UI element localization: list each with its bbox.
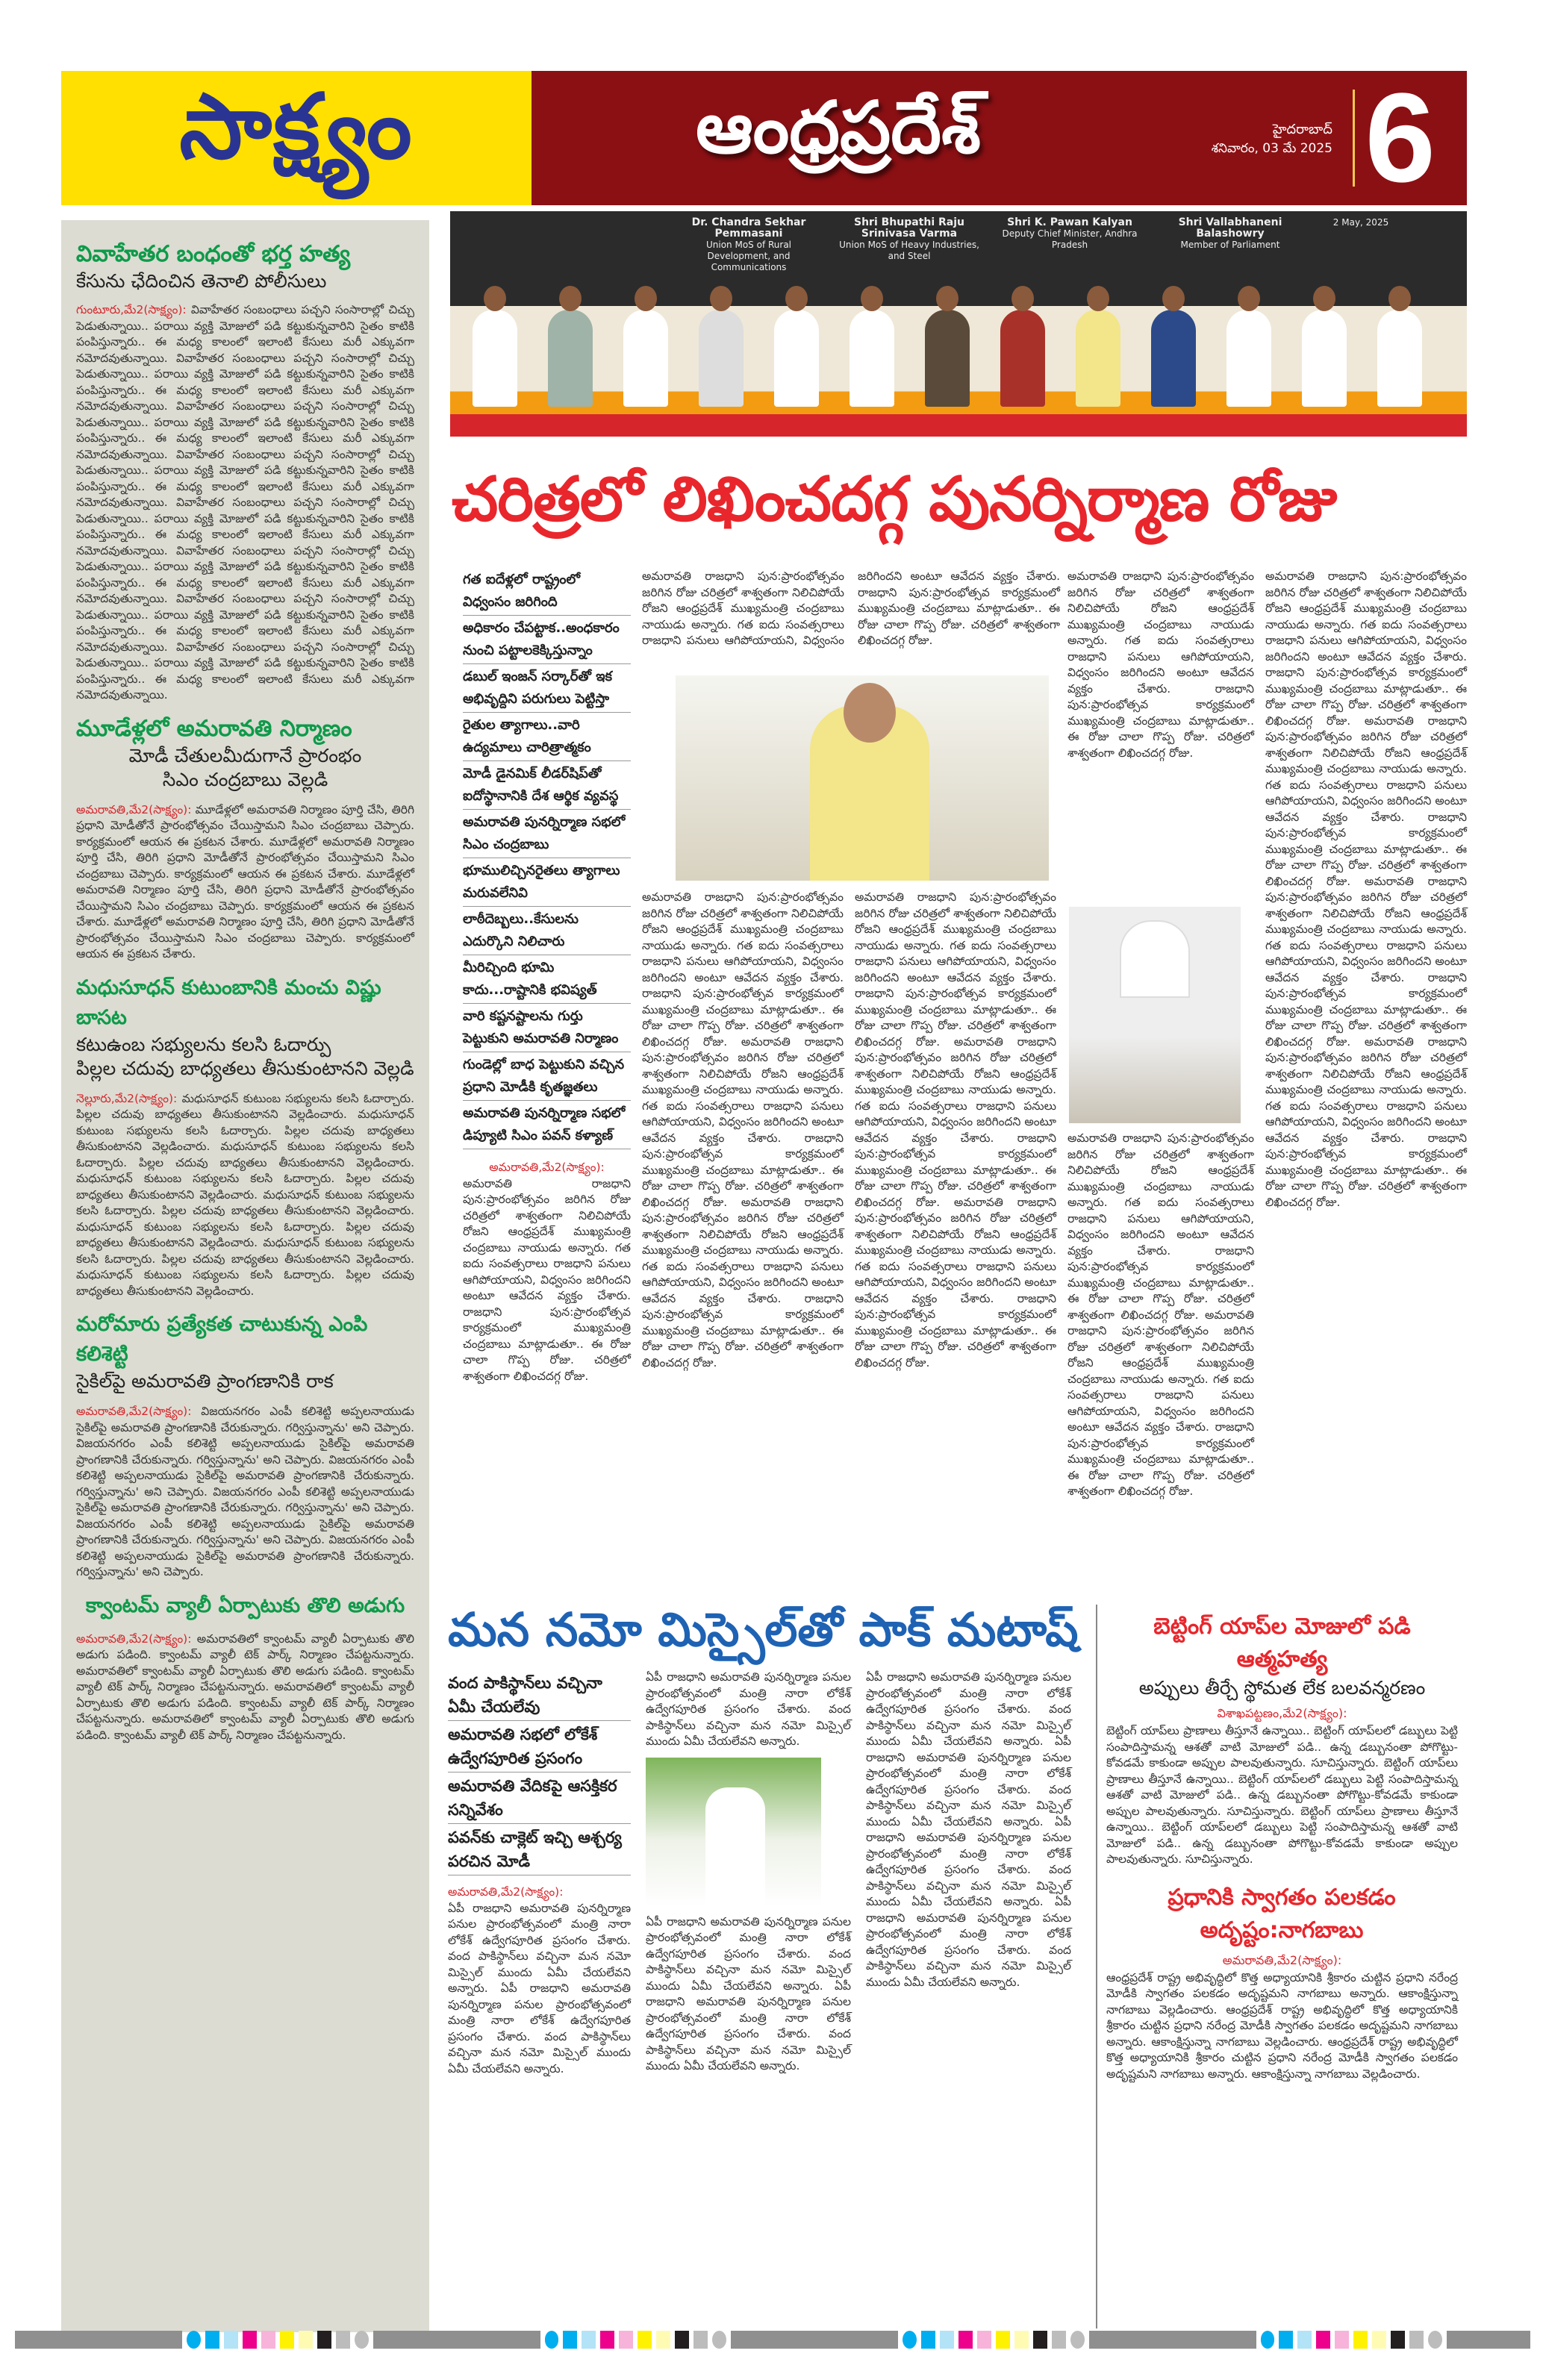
dignitary-figure xyxy=(623,310,668,407)
gray-swatch xyxy=(373,2331,540,2349)
color-swatch xyxy=(299,2331,313,2349)
lokesh-photo xyxy=(646,1758,821,1907)
left-news-column xyxy=(61,220,429,2332)
highlight-item: అమరావతి పునర్నిర్మాణ సభలో సిఎం చంద్రబాబు xyxy=(463,810,631,858)
highlight-item: అధికారం చేపట్టాక..అంధకారం నుంచి పట్టాలకెక్కిస్తున్నాం xyxy=(463,616,631,664)
color-swatch xyxy=(545,2331,559,2349)
page-number: 6 xyxy=(1365,67,1436,209)
color-swatch xyxy=(638,2331,652,2349)
dignitary-figure xyxy=(925,310,970,407)
color-swatch xyxy=(600,2331,614,2349)
backdrop-text: Dr. Chandra Sekhar Pemmasani Union MoS of Rural Development, and Communications xyxy=(691,216,806,272)
article-headline: మరోమారు ప్రత్యేకత చాటుకున్న ఎంపి కలిశెట్టి xyxy=(76,1313,368,1366)
dignitary-figure xyxy=(1377,310,1422,407)
color-swatch xyxy=(675,2331,689,2349)
article-text: మూడేళ్లలో అమరావతి నిర్మాణం పూర్తి చేసి, తిరిగి ప్రధాని మోడీతోనే ప్రారంభోత్సవం చేయిస్తామని సిఎం చంద్రబాబు చెప్పారు. కార్యక్రమంలో ఆయన ఈ ప్రకటన చేశారు. మూడేళ్లలో అమరావతి నిర్మాణం పూర్తి చేసి, తిరిగి ప్రధాని మోడీతోనే ప్రారంభోత్సవం చేయిస్తామని సిఎం చంద్రబాబు చెప్పారు. కార్యక్రమంలో ఆయన ఈ ప్రకటన చేశారు. మూడేళ్లలో అమరావతి నిర్మాణం పూర్తి చేసి, తిరిగి ప్రధాని మోడీతోనే ప్రారంభోత్సవం చేయిస్తామని సిఎం చంద్రబాబు చెప్పారు. కార్యక్రమంలో ఆయన ఈ ప్రకటన చేశారు. మూడేళ్లలో అమరావతి నిర్మాణం పూర్తి చేసి, తిరిగి ప్రధాని మోడీతోనే ప్రారంభోత్సవం చేయిస్తామని సిఎం చంద్రబాబు చెప్పారు. కార్యక్రమంలో ఆయన ఈ ప్రకటన చేశారు. xyxy=(76,802,414,961)
highlight-item: మోడీ డైనమిక్ లీడర్‌షిప్‌తో ఐదోస్థానానికి దేశ ఆర్థిక వ్యవస్థ xyxy=(463,761,631,810)
article-text: ఏపీ రాజధాని అమరావతి పునర్నిర్మాణ పనుల ప్రారంభోత్సవంలో మంత్రి నారా లోకేశ్ ఉద్వేగపూరిత ప్రసంగం చేశారు. వంద పాకిస్థాన్‌లు వచ్చినా మన నమో మిస్సైల్ ముందు ఏమీ చేయలేవని అన్నారు. ఏపీ రాజధాని అమరావతి పునర్నిర్మాణ పనుల ప్రారంభోత్సవంలో మంత్రి నారా లోకేశ్ ఉద్వేగపూరిత ప్రసంగం చేశారు. వంద పాకిస్థాన్‌లు వచ్చినా మన నమో మిస్సైల్ ముందు ఏమీ చేయలేవని అన్నారు. ఏపీ రాజధాని అమరావతి పునర్నిర్మాణ పనుల ప్రారంభోత్సవంలో మంత్రి నారా లోకేశ్ ఉద్వేగపూరిత ప్రసంగం చేశారు. వంద పాకిస్థాన్‌లు వచ్చినా మన నమో మిస్సైల్ ముందు ఏమీ చేయలేవని అన్నారు. ఏపీ రాజధాని అమరావతి పునర్నిర్మాణ పనుల ప్రారంభోత్సవంలో మంత్రి నారా లోకేశ్ ఉద్వేగపూరిత ప్రసంగం చేశారు. వంద పాకిస్థాన్‌లు వచ్చినా మన నమో మిస్సైల్ ముందు ఏమీ చేయలేవని అన్నారు. xyxy=(866,1670,1071,1989)
second-columns xyxy=(448,1670,1090,2077)
dignitary-figure xyxy=(1226,310,1271,407)
dignitary-figure xyxy=(1151,310,1196,407)
dateline: విశాఖపట్టణం,మే2(సాక్ష్యం): xyxy=(1217,1706,1347,1720)
color-swatch xyxy=(563,2331,577,2349)
color-swatch xyxy=(582,2331,596,2349)
color-swatch xyxy=(996,2331,1010,2349)
main-col1 xyxy=(463,567,631,1384)
masthead-logo-panel xyxy=(61,71,532,205)
highlight-item: వంద పాకిస్థాన్‌లు వచ్చినా ఏమీ చేయలేవు xyxy=(448,1670,631,1721)
dignitary-head xyxy=(710,286,732,311)
article-text: అమరావతిలో క్వాంటమ్ వ్యాలీ ఏర్పాటుకు తొలి అడుగు పడింది. క్వాంటమ్ వ్యాలీ టెక్ పార్క్ నిర్మాణం చేపట్టనున్నారు. అమరావతిలో క్వాంటమ్ వ్యాలీ ఏర్పాటుకు తొలి అడుగు పడింది. క్వాంటమ్ వ్యాలీ టెక్ పార్క్ నిర్మాణం చేపట్టనున్నారు. అమరావతిలో క్వాంటమ్ వ్యాలీ ఏర్పాటుకు తొలి అడుగు పడింది. క్వాంటమ్ వ్యాలీ టెక్ పార్క్ నిర్మాణం చేపట్టనున్నారు. అమరావతిలో క్వాంటమ్ వ్యాలీ ఏర్పాటుకు తొలి అడుగు పడింది. క్వాంటమ్ వ్యాలీ టెక్ పార్క్ నిర్మాణం చేపట్టనున్నారు. xyxy=(76,1631,414,1742)
dignitary-head xyxy=(559,286,582,311)
masthead-section-panel xyxy=(532,67,1467,209)
color-swatch xyxy=(205,2331,219,2349)
article-mp-kalisetti xyxy=(76,1310,414,1581)
dignitary-head xyxy=(1313,286,1335,311)
right-news-box xyxy=(1096,1605,1467,2329)
main-body-col7 xyxy=(1265,569,1467,1211)
dateline: అమరావతి,మే2(సాక్ష్యం): xyxy=(448,1885,564,1899)
highlight-item: డబుల్ ఇంజన్ సర్కార్‌తో ఇక అభివృద్దిని పరుగులు పెట్టిస్తా xyxy=(463,664,631,713)
article-text: అమరావతి రాజధాని పున:ప్రారంభోత్సవం జరిగిన రోజు చరిత్రలో శాశ్వతంగా నిలిచిపోయే రోజని ఆంధ్రప్రదేశ్ ముఖ్యమంత్రి చంద్రబాబు నాయుడు అన్నారు. గత ఐదు సంవత్సరాలు రాజధాని పనులు ఆగిపోయాయని, విధ్వంసం జరిగిందని అంటూ ఆవేదన వ్యక్తం చేశారు. రాజధాని పున:ప్రారంభోత్సవ కార్యక్రమంలో ముఖ్యమంత్రి చంద్రబాబు మాట్లాడుతూ.. ఈ రోజు చాలా గొప్ప రోజు. చరిత్రలో శాశ్వతంగా లిఖించదగ్గ రోజు. అమరావతి రాజధాని పున:ప్రారంభోత్సవం జరిగిన రోజు చరిత్రలో శాశ్వతంగా నిలిచిపోయే రోజని ఆంధ్రప్రదేశ్ ముఖ్యమంత్రి చంద్రబాబు నాయుడు అన్నారు. గత ఐదు సంవత్సరాలు రాజధాని పనులు ఆగిపోయాయని, విధ్వంసం జరిగిందని అంటూ ఆవేదన వ్యక్తం చేశారు. రాజధాని పున:ప్రారంభోత్సవ కార్యక్రమంలో ముఖ్యమంత్రి చంద్రబాబు మాట్లాడుతూ.. ఈ రోజు చాలా గొప్ప రోజు. చరిత్రలో శాశ్వతంగా లిఖించదగ్గ రోజు. xyxy=(1067,1131,1254,1498)
article-subheadline: మోడీ చేతులమీదుగానే ప్రారంభం xyxy=(128,744,362,766)
article-text: ఏపీ రాజధాని అమరావతి పునర్నిర్మాణ పనుల ప్రారంభోత్సవంలో మంత్రి నారా లోకేశ్ ఉద్వేగపూరిత ప్రసంగం చేశారు. వంద పాకిస్థాన్‌లు వచ్చినా మన నమో మిస్సైల్ ముందు ఏమీ చేయలేవని అన్నారు. xyxy=(646,1670,851,1748)
color-swatch xyxy=(1409,2331,1424,2349)
highlight-item: గత ఐదేళ్లలో రాష్ట్రంలో విధ్వంసం జరిగింది xyxy=(463,567,631,616)
edition-date: శనివారం, 03 మే 2025 xyxy=(1211,141,1332,156)
article-subheadline: కటుఉంబ సభ్యులను కలసి ఓదార్పు xyxy=(76,1033,331,1055)
dignitary-head xyxy=(484,286,506,311)
article-body xyxy=(76,1404,414,1581)
color-swatch xyxy=(656,2331,670,2349)
second-body-col2 xyxy=(646,1670,851,1750)
color-swatch xyxy=(261,2331,275,2349)
article-subheadline: పిల్లల చదువు బాధ్యతలు తీసుకుంటానని వెల్లడి xyxy=(76,1057,414,1079)
article-headline: మూడేళ్లలో అమరావతి నిర్మాణం xyxy=(76,715,352,742)
main-body-col3 xyxy=(642,890,844,1371)
second-body-col1 xyxy=(448,1884,631,2077)
highlight-item: పవన్‌కు చాక్లెట్ ఇచ్చి ఆశ్చర్య పరచిన మోడీ xyxy=(448,1824,631,1875)
color-swatch xyxy=(940,2331,954,2349)
speaker-figure xyxy=(705,1787,765,1907)
color-swatch xyxy=(280,2331,294,2349)
article-text: అమరావతి రాజధాని పున:ప్రారంభోత్సవం జరిగిన రోజు చరిత్రలో శాశ్వతంగా నిలిచిపోయే రోజని ఆంధ్రప్రదేశ్ ముఖ్యమంత్రి చంద్రబాబు నాయుడు అన్నారు. గత ఐదు సంవత్సరాలు రాజధాని పనులు ఆగిపోయాయని, విధ్వంసం జరిగిందని అంటూ ఆవేదన వ్యక్తం చేశారు. రాజధాని పున:ప్రారంభోత్సవ కార్యక్రమంలో ముఖ్యమంత్రి చంద్రబాబు మాట్లాడుతూ.. ఈ రోజు చాలా గొప్ప రోజు. చరిత్రలో శాశ్వతంగా లిఖించదగ్గ రోజు. xyxy=(1067,569,1254,760)
chandrababu-speech-photo xyxy=(676,675,1049,881)
speaker-head xyxy=(844,683,896,743)
second-headline: మన నమో మిస్సైల్‌తో పాక్ మటాష్ xyxy=(448,1602,1079,1657)
article-text: మధుసూధన్ కుటుంబ సభ్యులను కలసి ఓదార్చారు. పిల్లల చదువు బాధ్యతలు తీసుకుంటానని వెల్లడించారు. మధుసూధన్ కుటుంబ సభ్యులను కలసి ఓదార్చారు. పిల్లల చదువు బాధ్యతలు తీసుకుంటానని వెల్లడించారు. మధుసూధన్ కుటుంబ సభ్యులను కలసి ఓదార్చారు. పిల్లల చదువు బాధ్యతలు తీసుకుంటానని వెల్లడించారు. మధుసూధన్ కుటుంబ సభ్యులను కలసి ఓదార్చారు. పిల్లల చదువు బాధ్యతలు తీసుకుంటానని వెల్లడించారు. మధుసూధన్ కుటుంబ సభ్యులను కలసి ఓదార్చారు. పిల్లల చదువు బాధ్యతలు తీసుకుంటానని వెల్లడించారు. మధుసూధన్ కుటుంబ సభ్యులను కలసి ఓదార్చారు. పిల్లల చదువు బాధ్యతలు తీసుకుంటానని వెల్లడించారు. మధుసూధన్ కుటుంబ సభ్యులను కలసి ఓదార్చారు. పిల్లల చదువు బాధ్యతలు తీసుకుంటానని వెల్లడించారు. మధుసూధన్ కుటుంబ సభ్యులను కలసి ఓదార్చారు. పిల్లల చదువు బాధ్యతలు తీసుకుంటానని వెల్లడించారు. xyxy=(76,1091,414,1298)
color-swatch xyxy=(1428,2331,1442,2349)
article-body xyxy=(76,1631,414,1744)
highlight-item: లాఠీదెబ్బలు..కేసులను ఎదుర్కొని నిలిచారు xyxy=(463,907,631,955)
highlight-item: భూములిచ్చినరైతలు త్యాగాలు మరువలేనివి xyxy=(463,858,631,907)
highlight-item: అమరావతి పునర్నిర్మాణ సభలో డిప్యూటి సిఎం పవన్ కళ్యాణ్ xyxy=(463,1101,631,1149)
color-swatch xyxy=(903,2331,917,2349)
article-subheadline: అప్పులు తీర్చే స్థోమత లేక బలవన్మరణం xyxy=(1138,1677,1426,1699)
article-subheadline: కేసును ఛేదించిన తెనాలి పోలీసులు xyxy=(76,270,327,292)
color-swatch xyxy=(1033,2331,1047,2349)
highlight-item: వారి కష్టనష్టాలను గుర్తు పెట్టుకుని అమరావతి నిర్మాణం xyxy=(463,1004,631,1052)
dignitary-figure xyxy=(774,310,819,407)
dignitary-figure xyxy=(548,310,593,407)
color-swatch xyxy=(712,2331,726,2349)
article-body xyxy=(76,802,414,963)
amaravati-stage-photo xyxy=(450,211,1467,437)
main-body-col6 xyxy=(1067,1131,1254,1500)
color-swatch xyxy=(1014,2331,1029,2349)
color-swatch xyxy=(355,2331,369,2349)
second-highlights xyxy=(448,1670,631,1875)
color-swatch xyxy=(693,2331,708,2349)
dignitary-figure xyxy=(1302,310,1347,407)
color-swatch xyxy=(1070,2331,1085,2349)
gray-swatch xyxy=(1089,2331,1256,2349)
article-subheadline: సిఎం చంద్రబాబు వెల్లడి xyxy=(162,768,328,790)
dateline: అమరావతి,మే2(సాక్ష్యం): xyxy=(76,1405,192,1418)
dateline: అమరావతి,మే2(సాక్ష్యం): xyxy=(76,802,192,816)
dateline: అమరావతి,మే2(సాక్ష్యం): xyxy=(1222,1952,1342,1967)
dateline: గుంటూరు,మే2(సాక్ష్యం): xyxy=(76,303,187,316)
color-swatch xyxy=(1316,2331,1330,2349)
speaker-figure xyxy=(1121,922,1188,996)
backdrop-date: 2 May, 2025 xyxy=(1332,217,1389,228)
dateline: నెల్లూరు,మే2(సాక్ష్యం): xyxy=(76,1091,178,1105)
article-body xyxy=(76,1091,414,1300)
color-swatch xyxy=(187,2331,201,2349)
dateline: అమరావతి,మే2(సాక్ష్యం): xyxy=(489,1161,605,1174)
article-text: విజయనగరం ఎంపీ కలిశెట్టి అప్పలనాయుడు సైకిల్‌పై అమరావతి ప్రాంగణానికి చేరుకున్నారు. గర్విస్తున్నాను' అని చెప్పారు. విజయనగరం ఎంపీ కలిశెట్టి అప్పలనాయుడు సైకిల్‌పై అమరావతి ప్రాంగణానికి చేరుకున్నారు. గర్విస్తున్నాను' అని చెప్పారు. విజయనగరం ఎంపీ కలిశెట్టి అప్పలనాయుడు సైకిల్‌పై అమరావతి ప్రాంగణానికి చేరుకున్నారు. గర్విస్తున్నాను' అని చెప్పారు. విజయనగరం ఎంపీ కలిశెట్టి అప్పలనాయుడు సైకిల్‌పై అమరావతి ప్రాంగణానికి చేరుకున్నారు. గర్విస్తున్నాను' అని చెప్పారు. విజయనగరం ఎంపీ కలిశెట్టి అప్పలనాయుడు సైకిల్‌పై అమరావతి ప్రాంగణానికి చేరుకున్నారు. గర్విస్తున్నాను' అని చెప్పారు. విజయనగరం ఎంపీ కలిశెట్టి అప్పలనాయుడు సైకిల్‌పై అమరావతి ప్రాంగణానికి చేరుకున్నారు. గర్విస్తున్నాను' అని చెప్పారు. xyxy=(76,1405,414,1578)
dignitary-head xyxy=(1388,286,1411,311)
color-swatch xyxy=(1261,2331,1275,2349)
color-swatch xyxy=(619,2331,633,2349)
article-headline: క్వాంటమ్ వ్యాలీ ఏర్పాటుకు తొలి అడుగు xyxy=(85,1593,405,1617)
dignitary-head xyxy=(1162,286,1185,311)
article-text: అమరావతి రాజధాని పున:ప్రారంభోత్సవం జరిగిన రోజు చరిత్రలో శాశ్వతంగా నిలిచిపోయే రోజని ఆంధ్రప్రదేశ్ ముఖ్యమంత్రి చంద్రబాబు నాయుడు అన్నారు. గత ఐదు సంవత్సరాలు రాజధాని పనులు ఆగిపోయాయని, విధ్వంసం జరిగిందని అంటూ ఆవేదన వ్యక్తం చేశారు. రాజధాని పున:ప్రారంభోత్సవ కార్యక్రమంలో ముఖ్యమంత్రి చంద్రబాబు మాట్లాడుతూ.. ఈ రోజు చాలా గొప్ప రోజు. చరిత్రలో శాశ్వతంగా లిఖించదగ్గ రోజు. అమరావతి రాజధాని పున:ప్రారంభోత్సవం జరిగిన రోజు చరిత్రలో శాశ్వతంగా నిలిచిపోయే రోజని ఆంధ్రప్రదేశ్ ముఖ్యమంత్రి చంద్రబాబు నాయుడు అన్నారు. గత ఐదు సంవత్సరాలు రాజధాని పనులు ఆగిపోయాయని, విధ్వంసం జరిగిందని అంటూ ఆవేదన వ్యక్తం చేశారు. రాజధాని పున:ప్రారంభోత్సవ కార్యక్రమంలో ముఖ్యమంత్రి చంద్రబాబు మాట్లాడుతూ.. ఈ రోజు చాలా గొప్ప రోజు. చరిత్రలో శాశ్వతంగా లిఖించదగ్గ రోజు. అమరావతి రాజధాని పున:ప్రారంభోత్సవం జరిగిన రోజు చరిత్రలో శాశ్వతంగా నిలిచిపోయే రోజని ఆంధ్రప్రదేశ్ ముఖ్యమంత్రి చంద్రబాబు నాయుడు అన్నారు. గత ఐదు సంవత్సరాలు రాజధాని పనులు ఆగిపోయాయని, విధ్వంసం జరిగిందని అంటూ ఆవేదన వ్యక్తం చేశారు. రాజధాని పున:ప్రారంభోత్సవ కార్యక్రమంలో ముఖ్యమంత్రి చంద్రబాబు మాట్లాడుతూ.. ఈ రోజు చాలా గొప్ప రోజు. చరిత్రలో శాశ్వతంగా లిఖించదగ్గ రోజు. xyxy=(642,890,844,1369)
gray-swatch xyxy=(731,2331,898,2349)
dignitary-figure xyxy=(850,310,894,407)
article-text: వివాహేతర సంబంధాలు పచ్చని సంసారాల్లో చిచ్చు పెడుతున్నాయి.. పరాయి వ్యక్తి మోజులో పడి కట్టుకున్నవారిని సైతం కాటికి పంపిస్తున్నారు.. ఈ మధ్య కాలంలో ఇలాంటి కేసులు మరీ ఎక్కువగా నమోదవుతున్నాయి. వివాహేతర సంబంధాలు పచ్చని సంసారాల్లో చిచ్చు పెడుతున్నాయి.. పరాయి వ్యక్తి మోజులో పడి కట్టుకున్నవారిని సైతం కాటికి పంపిస్తున్నారు.. ఈ మధ్య కాలంలో ఇలాంటి కేసులు మరీ ఎక్కువగా నమోదవుతున్నాయి. వివాహేతర సంబంధాలు పచ్చని సంసారాల్లో చిచ్చు పెడుతున్నాయి.. పరాయి వ్యక్తి మోజులో పడి కట్టుకున్నవారిని సైతం కాటికి పంపిస్తున్నారు.. ఈ మధ్య కాలంలో ఇలాంటి కేసులు మరీ ఎక్కువగా నమోదవుతున్నాయి. వివాహేతర సంబంధాలు పచ్చని సంసారాల్లో చిచ్చు పెడుతున్నాయి.. పరాయి వ్యక్తి మోజులో పడి కట్టుకున్నవారిని సైతం కాటికి పంపిస్తున్నారు.. ఈ మధ్య కాలంలో ఇలాంటి కేసులు మరీ ఎక్కువగా నమోదవుతున్నాయి. వివాహేతర సంబంధాలు పచ్చని సంసారాల్లో చిచ్చు పెడుతున్నాయి.. పరాయి వ్యక్తి మోజులో పడి కట్టుకున్నవారిని సైతం కాటికి పంపిస్తున్నారు.. ఈ మధ్య కాలంలో ఇలాంటి కేసులు మరీ ఎక్కువగా నమోదవుతున్నాయి. వివాహేతర సంబంధాలు పచ్చని సంసారాల్లో చిచ్చు పెడుతున్నాయి.. పరాయి వ్యక్తి మోజులో పడి కట్టుకున్నవారిని సైతం కాటికి పంపిస్తున్నారు.. ఈ మధ్య కాలంలో ఇలాంటి కేసులు మరీ ఎక్కువగా నమోదవుతున్నాయి. వివాహేతర సంబంధాలు పచ్చని సంసారాల్లో చిచ్చు పెడుతున్నాయి.. పరాయి వ్యక్తి మోజులో పడి కట్టుకున్నవారిని సైతం కాటికి పంపిస్తున్నారు.. ఈ మధ్య కాలంలో ఇలాంటి కేసులు మరీ ఎక్కువగా నమోదవుతున్నాయి. వివాహేతర సంబంధాలు పచ్చని సంసారాల్లో చిచ్చు పెడుతున్నాయి.. పరాయి వ్యక్తి మోజులో పడి కట్టుకున్నవారిని సైతం కాటికి పంపిస్తున్నారు.. ఈ మధ్య కాలంలో ఇలాంటి కేసులు మరీ ఎక్కువగా నమోదవుతున్నాయి. xyxy=(76,303,415,702)
backdrop-text: Shri Vallabhaneni Balashowry Member of Parliament xyxy=(1178,216,1282,250)
color-swatch xyxy=(1391,2331,1405,2349)
article-amaravati-three-years xyxy=(76,714,414,963)
article-quantum-valley xyxy=(76,1591,414,1744)
article-extramarital-murder xyxy=(76,240,414,704)
color-swatch xyxy=(958,2331,973,2349)
dignitary-head xyxy=(785,286,808,311)
second-article xyxy=(448,1601,1090,2077)
main-body-col1 xyxy=(463,1160,631,1384)
article-text: ఏపీ రాజధాని అమరావతి పునర్నిర్మాణ పనుల ప్రారంభోత్సవంలో మంత్రి నారా లోకేశ్ ఉద్వేగపూరిత ప్రసంగం చేశారు. వంద పాకిస్థాన్‌లు వచ్చినా మన నమో మిస్సైల్ ముందు ఏమీ చేయలేవని అన్నారు. ఏపీ రాజధాని అమరావతి పునర్నిర్మాణ పనుల ప్రారంభోత్సవంలో మంత్రి నారా లోకేశ్ ఉద్వేగపూరిత ప్రసంగం చేశారు. వంద పాకిస్థాన్‌లు వచ్చినా మన నమో మిస్సైల్ ముందు ఏమీ చేయలేవని అన్నారు. xyxy=(448,1901,631,2076)
article-headline: మధుసూధన్ కుటుంబానికి మంచు విష్ణు బాసట xyxy=(76,975,381,1029)
article-body xyxy=(76,302,414,704)
highlight-item: అమరావతి వేదికపై ఆసక్తికర సన్నివేశం xyxy=(448,1772,631,1824)
main-highlights xyxy=(463,567,631,1149)
article-body xyxy=(1106,1723,1458,1868)
second-col1 xyxy=(448,1670,631,2077)
main-body-col5 xyxy=(1067,569,1254,761)
color-swatch xyxy=(1372,2331,1386,2349)
backdrop-text: Shri K. Pawan Kalyan Deputy Chief Minister, Andhra Pradesh xyxy=(1002,216,1138,250)
newspaper-logo: సాక్ష్యం xyxy=(179,75,414,179)
pawan-kalyan-photo xyxy=(1069,907,1241,1123)
article-text: ఏపీ రాజధాని అమరావతి పునర్నిర్మాణ పనుల ప్రారంభోత్సవంలో మంత్రి నారా లోకేశ్ ఉద్వేగపూరిత ప్రసంగం చేశారు. వంద పాకిస్థాన్‌లు వచ్చినా మన నమో మిస్సైల్ ముందు ఏమీ చేయలేవని అన్నారు. ఏపీ రాజధాని అమరావతి పునర్నిర్మాణ పనుల ప్రారంభోత్సవంలో మంత్రి నారా లోకేశ్ ఉద్వేగపూరిత ప్రసంగం చేశారు. వంద పాకిస్థాన్‌లు వచ్చినా మన నమో మిస్సైల్ ముందు ఏమీ చేయలేవని అన్నారు. xyxy=(646,1914,851,2073)
color-swatch xyxy=(1297,2331,1312,2349)
color-swatch xyxy=(243,2331,257,2349)
article-text: అమరావతి రాజధాని పున:ప్రారంభోత్సవం జరిగిన రోజు చరిత్రలో శాశ్వతంగా నిలిచిపోయే రోజని ఆంధ్రప్రదేశ్ ముఖ్యమంత్రి చంద్రబాబు నాయుడు అన్నారు. గత ఐదు సంవత్సరాలు రాజధాని పనులు ఆగిపోయాయని, విధ్వంసం జరిగిందని అంటూ ఆవేదన వ్యక్తం చేశారు. రాజధాని పున:ప్రారంభోత్సవ కార్యక్రమంలో ముఖ్యమంత్రి చంద్రబాబు మాట్లాడుతూ.. ఈ రోజు చాలా గొప్ప రోజు. చరిత్రలో శాశ్వతంగా లిఖించదగ్గ రోజు. అమరావతి రాజధాని పున:ప్రారంభోత్సవం జరిగిన రోజు చరిత్రలో శాశ్వతంగా నిలిచిపోయే రోజని ఆంధ్రప్రదేశ్ ముఖ్యమంత్రి చంద్రబాబు నాయుడు అన్నారు. గత ఐదు సంవత్సరాలు రాజధాని పనులు ఆగిపోయాయని, విధ్వంసం జరిగిందని అంటూ ఆవేదన వ్యక్తం చేశారు. రాజధాని పున:ప్రారంభోత్సవ కార్యక్రమంలో ముఖ్యమంత్రి చంద్రబాబు మాట్లాడుతూ.. ఈ రోజు చాలా గొప్ప రోజు. చరిత్రలో శాశ్వతంగా లిఖించదగ్గ రోజు. అమరావతి రాజధాని పున:ప్రారంభోత్సవం జరిగిన రోజు చరిత్రలో శాశ్వతంగా నిలిచిపోయే రోజని ఆంధ్రప్రదేశ్ ముఖ్యమంత్రి చంద్రబాబు నాయుడు అన్నారు. గత ఐదు సంవత్సరాలు రాజధాని పనులు ఆగిపోయాయని, విధ్వంసం జరిగిందని అంటూ ఆవేదన వ్యక్తం చేశారు. రాజధాని పున:ప్రారంభోత్సవ కార్యక్రమంలో ముఖ్యమంత్రి చంద్రబాబు మాట్లాడుతూ.. ఈ రోజు చాలా గొప్ప రోజు. చరిత్రలో శాశ్వతంగా లిఖించదగ్గ రోజు. xyxy=(855,890,1056,1369)
highlight-item: మీరిచ్చింది భూమి కాదు...రాష్టానికి భవిష్యత్ xyxy=(463,955,631,1004)
dignitary-head xyxy=(1011,286,1034,311)
second-col2 xyxy=(646,1670,851,2077)
article-text: అమరావతి రాజధాని పున:ప్రారంభోత్సవం జరిగిన రోజు చరిత్రలో శాశ్వతంగా నిలిచిపోయే రోజని ఆంధ్రప్రదేశ్ ముఖ్యమంత్రి చంద్రబాబు నాయుడు అన్నారు. గత ఐదు సంవత్సరాలు రాజధాని పనులు ఆగిపోయాయని, విధ్వంసం జరిగిందని అంటూ ఆవేదన వ్యక్తం చేశారు. రాజధాని పున:ప్రారంభోత్సవ కార్యక్రమంలో ముఖ్యమంత్రి చంద్రబాబు మాట్లాడుతూ.. ఈ రోజు చాలా గొప్ప రోజు. చరిత్రలో శాశ్వతంగా లిఖించదగ్గ రోజు. అమరావతి రాజధాని పున:ప్రారంభోత్సవం జరిగిన రోజు చరిత్రలో శాశ్వతంగా నిలిచిపోయే రోజని ఆంధ్రప్రదేశ్ ముఖ్యమంత్రి చంద్రబాబు నాయుడు అన్నారు. గత ఐదు సంవత్సరాలు రాజధాని పనులు ఆగిపోయాయని, విధ్వంసం జరిగిందని అంటూ ఆవేదన వ్యక్తం చేశారు. రాజధాని పున:ప్రారంభోత్సవ కార్యక్రమంలో ముఖ్యమంత్రి చంద్రబాబు మాట్లాడుతూ.. ఈ రోజు చాలా గొప్ప రోజు. చరిత్రలో శాశ్వతంగా లిఖించదగ్గ రోజు. అమరావతి రాజధాని పున:ప్రారంభోత్సవం జరిగిన రోజు చరిత్రలో శాశ్వతంగా నిలిచిపోయే రోజని ఆంధ్రప్రదేశ్ ముఖ్యమంత్రి చంద్రబాబు నాయుడు అన్నారు. గత ఐదు సంవత్సరాలు రాజధాని పనులు ఆగిపోయాయని, విధ్వంసం జరిగిందని అంటూ ఆవేదన వ్యక్తం చేశారు. రాజధాని పున:ప్రారంభోత్సవ కార్యక్రమంలో ముఖ్యమంత్రి చంద్రబాబు మాట్లాడుతూ.. ఈ రోజు చాలా గొప్ప రోజు. చరిత్రలో శాశ్వతంగా లిఖించదగ్గ రోజు. అమరావతి రాజధాని పున:ప్రారంభోత్సవం జరిగిన రోజు చరిత్రలో శాశ్వతంగా నిలిచిపోయే రోజని ఆంధ్రప్రదేశ్ ముఖ్యమంత్రి చంద్రబాబు నాయుడు అన్నారు. గత ఐదు సంవత్సరాలు రాజధాని పనులు ఆగిపోయాయని, విధ్వంసం జరిగిందని అంటూ ఆవేదన వ్యక్తం చేశారు. రాజధాని పున:ప్రారంభోత్సవ కార్యక్రమంలో ముఖ్యమంత్రి చంద్రబాబు మాట్లాడుతూ.. ఈ రోజు చాలా గొప్ప రోజు. చరిత్రలో శాశ్వతంగా లిఖించదగ్గ రోజు. xyxy=(1265,569,1467,1209)
color-swatch xyxy=(1353,2331,1368,2349)
gray-swatch xyxy=(15,2331,182,2349)
dignitary-head xyxy=(936,286,958,311)
second-body-col4 xyxy=(866,1670,1071,2077)
article-subheadline: సైకిల్‌పై అమరావతి ప్రాంగణానికి రాక xyxy=(76,1370,334,1392)
color-swatch xyxy=(1335,2331,1349,2349)
color-swatch xyxy=(977,2331,991,2349)
section-title: ఆంధ్రప్రదేశ్ xyxy=(696,86,981,169)
dignitary-figure xyxy=(473,310,517,407)
main-body-col2 xyxy=(642,569,1060,649)
main-body-col4 xyxy=(855,890,1056,1371)
second-body-col3 xyxy=(646,1914,851,2075)
divider xyxy=(1353,90,1355,187)
color-swatch xyxy=(921,2331,935,2349)
dignitary-figure xyxy=(1000,310,1045,407)
dignitary-head xyxy=(1238,286,1260,311)
main-headline: చరిత్రలో లిఖించదగ్గ పునర్నిర్మాణ రోజు xyxy=(452,464,1337,535)
dignitary-head xyxy=(1087,286,1109,311)
color-swatch xyxy=(1052,2331,1066,2349)
dignitary-figure xyxy=(699,310,744,407)
color-swatch xyxy=(224,2331,238,2349)
backdrop-text: Shri Bhupathi Raju Srinivasa Varma Union MoS of Heavy Industries, and Steel xyxy=(839,216,979,261)
article-text: ఆంధ్రప్రదేశ్ రాష్ట్ర అభివృద్ధిలో కొత్త అధ్యాయానికి శ్రీకారం చుట్టిన ప్రధాని నరేంద్ర మోడీకి స్వాగతం పలకడం అదృష్టమని నాగబాబు అన్నారు. ఆకాంక్షిస్తున్నా నాగబాబు వెల్లడించారు. ఆంధ్రప్రదేశ్ రాష్ట్ర అభివృద్ధిలో కొత్త అధ్యాయానికి శ్రీకారం చుట్టిన ప్రధాని నరేంద్ర మోడీకి స్వాగతం పలకడం అదృష్టమని నాగబాబు అన్నారు. ఆకాంక్షిస్తున్నా నాగబాబు వెల్లడించారు. ఆంధ్రప్రదేశ్ రాష్ట్ర అభివృద్ధిలో కొత్త అధ్యాయానికి శ్రీకారం చుట్టిన ప్రధాని నరేంద్ర మోడీకి స్వాగతం పలకడం అదృష్టమని నాగబాబు అన్నారు. ఆకాంక్షిస్తున్నా నాగబాబు వెల్లడించారు. xyxy=(1106,1970,1458,2081)
article-body xyxy=(1106,1970,1458,2083)
print-registration-bar xyxy=(15,2330,1530,2349)
highlight-item: అమరావతి సభలో లోకేశ్ ఉద్వేగపూరిత ప్రసంగం xyxy=(448,1721,631,1772)
color-swatch xyxy=(336,2331,350,2349)
color-swatch xyxy=(317,2331,331,2349)
edition-city: హైదరాబాద్ xyxy=(1272,122,1332,137)
dignitary-head xyxy=(861,286,883,311)
dignitary-head xyxy=(635,286,657,311)
dignitary-figure xyxy=(1076,310,1120,407)
article-text: అమరావతి రాజధాని పున:ప్రారంభోత్సవం జరిగిన రోజు చరిత్రలో శాశ్వతంగా నిలిచిపోయే రోజని ఆంధ్రప్రదేశ్ ముఖ్యమంత్రి చంద్రబాబు నాయుడు అన్నారు. గత ఐదు సంవత్సరాలు రాజధాని పనులు ఆగిపోయాయని, విధ్వంసం జరిగిందని అంటూ ఆవేదన వ్యక్తం చేశారు. రాజధాని పున:ప్రారంభోత్సవ కార్యక్రమంలో ముఖ్యమంత్రి చంద్రబాబు మాట్లాడుతూ.. ఈ రోజు చాలా గొప్ప రోజు. చరిత్రలో శాశ్వతంగా లిఖించదగ్గ రోజు. xyxy=(642,569,1060,647)
article-headline: బెట్టింగ్ యాప్‌ల మోజులో పడి ఆత్మహత్య xyxy=(1153,1614,1411,1672)
dateline: అమరావతి,మే2(సాక్ష్యం): xyxy=(76,1631,192,1646)
color-swatch xyxy=(1279,2331,1293,2349)
article-text: బెట్టింగ్ యాప్‌లు ప్రాణాలు తీస్తూనే ఉన్నాయి.. బెట్టింగ్ యాప్‌లలో డబ్బులు పెట్టి సంపాదిస్తామన్న ఆశతో వాటి మోజులో పడి.. ఉన్న డబ్బునంతా పోగొట్టు-కోవడమే కాకుండా అప్పుల పాలవుతున్నారు. సూచిస్తున్నారు. బెట్టింగ్ యాప్‌లు ప్రాణాలు తీస్తూనే ఉన్నాయి.. బెట్టింగ్ యాప్‌లలో డబ్బులు పెట్టి సంపాదిస్తామన్న ఆశతో వాటి మోజులో పడి.. ఉన్న డబ్బునంతా పోగొట్టు-కోవడమే కాకుండా అప్పుల పాలవుతున్నారు. సూచిస్తున్నారు. బెట్టింగ్ యాప్‌లు ప్రాణాలు తీస్తూనే ఉన్నాయి.. బెట్టింగ్ యాప్‌లలో డబ్బులు పెట్టి సంపాదిస్తామన్న ఆశతో వాటి మోజులో పడి.. ఉన్న డబ్బునంతా పోగొట్టు-కోవడమే కాకుండా అప్పుల పాలవుతున్నారు. సూచిస్తున్నారు. xyxy=(1106,1724,1458,1866)
highlight-item: రైతుల త్యాగాలు..వారి ఉద్యమాలు చారిత్రాత్మకం xyxy=(463,713,631,761)
gray-swatch xyxy=(1447,2331,1530,2349)
article-headline: ప్రధానికి స్వాగతం పలకడం అదృష్టం:నాగబాబు xyxy=(1168,1884,1396,1943)
article-text: అమరావతి రాజధాని పున:ప్రారంభోత్సవం జరిగిన రోజు చరిత్రలో శాశ్వతంగా నిలిచిపోయే రోజని ఆంధ్రప్రదేశ్ ముఖ్యమంత్రి చంద్రబాబు నాయుడు అన్నారు. గత ఐదు సంవత్సరాలు రాజధాని పనులు ఆగిపోయాయని, విధ్వంసం జరిగిందని అంటూ ఆవేదన వ్యక్తం చేశారు. రాజధాని పున:ప్రారంభోత్సవ కార్యక్రమంలో ముఖ్యమంత్రి చంద్రబాబు మాట్లాడుతూ.. ఈ రోజు చాలా గొప్ప రోజు. చరిత్రలో శాశ్వతంగా లిఖించదగ్గ రోజు. xyxy=(463,1176,631,1383)
article-manchu-vishnu xyxy=(76,973,414,1300)
highlight-item: గుండెల్లో బాధ పెట్టుకుని వచ్చిన ప్రధాని మోడీకి కృతజ్ఞతలు xyxy=(463,1052,631,1101)
article-headline: వివాహేతర బంధంతో భర్త హత్య xyxy=(76,241,351,267)
